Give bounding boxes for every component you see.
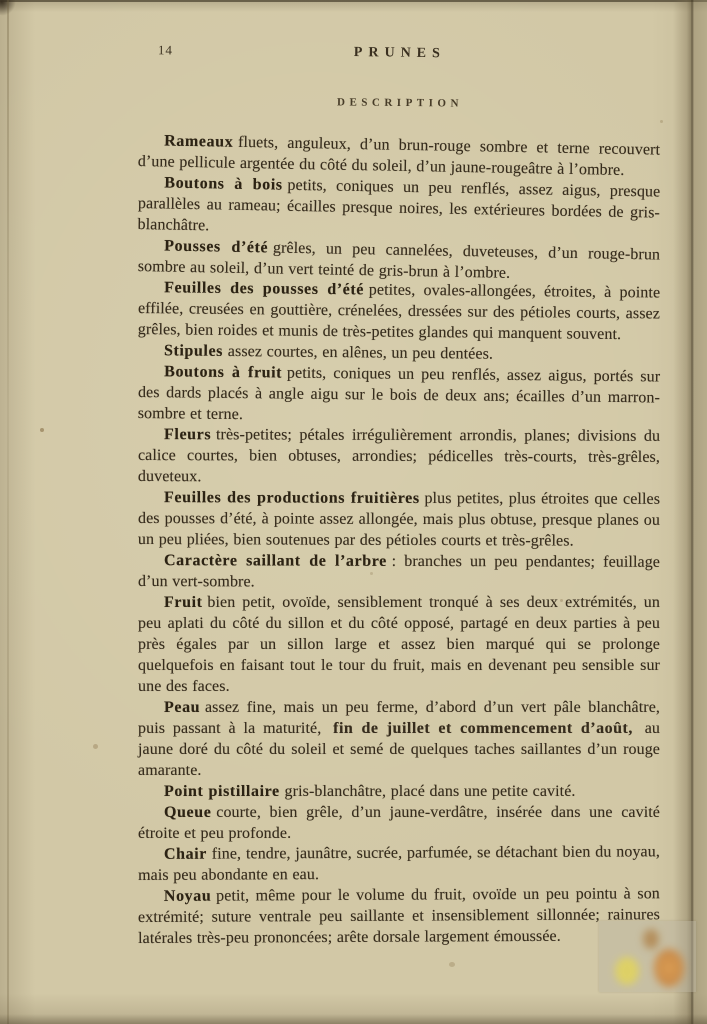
page-number: 14 — [157, 42, 173, 58]
term-label: Rameaux — [164, 132, 234, 151]
term-text: petits, coniques un peu renflés, assez aigus, presque parallèles au rameau; écailles presque noires, les extérieures bordées de gris-blanchâtre. — [137, 176, 661, 235]
paragraph-caractere-saillant — [138, 550, 660, 594]
foxing-spot — [93, 744, 98, 749]
page-top-edge-shadow — [0, 0, 707, 2]
term-label: Stipules — [163, 342, 224, 360]
foxing-spot — [449, 962, 455, 967]
right-page-edge-shadow — [673, 0, 707, 1024]
term-label: Boutons à bois — [164, 174, 283, 194]
term-text: courte, bien grêle, d’un jaune-verdâtre, insérée dans une cavité étroite et peu profonde. — [138, 804, 660, 842]
ghost-fruit-yellow — [615, 957, 639, 985]
term-label: Boutons à fruit — [164, 363, 283, 382]
page-header — [140, 42, 660, 62]
paragraph-chair — [138, 841, 660, 886]
term-text: très-petites; pétales irrégulièrement arrondis, planes; divisions du calice courtes, bien obtuses, arrondies; pédicelles très-courts, très-grêles, duveteux. — [137, 426, 661, 486]
paragraph-queue — [138, 802, 660, 844]
term-label: Noyau — [163, 887, 212, 905]
foxing-spot — [660, 120, 663, 123]
foxing-spot — [40, 428, 44, 432]
paragraph-feuilles-pousses — [138, 277, 661, 345]
term-label: Feuilles des pousses d’été — [164, 279, 365, 299]
ghost-fruit-orange — [654, 949, 684, 987]
term-label: Point pistillaire — [164, 783, 280, 800]
paragraph-boutons-a-bois — [137, 172, 660, 245]
section-title: DESCRIPTION — [336, 96, 464, 110]
term-label: Peau — [164, 699, 201, 716]
term-label: Feuilles des productions fruitières — [164, 489, 420, 507]
paragraph-noyau — [138, 883, 660, 949]
term-label: Queue — [164, 804, 212, 821]
paragraph-feuilles-productions — [138, 487, 660, 552]
term-text: petit, même pour le volume du fruit, ovoïde un peu pointu à son extrémité; suture ventrale peu saillante et insensiblement sillonnée; rainures latérales très-peu prononcées; arête dorsale largement émoussée. — [137, 885, 661, 947]
term-text: petits, coniques un peu renflés, assez aigus, portés sur des dards placés à angle aigu sur le bois de deux ans; écailles d’un marron-sombre et terne. — [137, 364, 661, 424]
term-label: Chair — [163, 845, 207, 863]
left-page-crease — [7, 0, 9, 1024]
term-text: gris-blanchâtre, placé dans une petite cavité. — [284, 783, 576, 800]
term-text: assez courtes, en alênes, un peu dentées. — [227, 342, 494, 363]
term-text: assez fine, mais un peu ferme, d’abord d’un vert pâle blanchâtre, puis passant à la maturité, — [138, 699, 660, 737]
paragraph-boutons-a-fruit — [138, 361, 661, 429]
bottom-edge-shadow — [0, 1014, 707, 1024]
term-text: bien petit, ovoïde, sensiblement tronqué à ses deux extrémités, un peu aplati du côté du sillon et du côté opposé, partagé en deux parties à peu près égales par un sillon large et assez bien marqué qui se prolonge quelquefois en faisant tout le tour du fruit, mais en devenant peu sensible sur une des faces. — [138, 594, 660, 695]
running-title: PRUNES — [353, 44, 446, 62]
term-label: Fleurs — [164, 426, 212, 444]
term-label: Caractère saillant de l’arbre — [164, 552, 387, 570]
term-text: fluets, anguleux, d’un brun-rouge sombre et terne recouvert d’une pellicule argentée du côté du soleil, d’un jaune-rougeâtre à l’ombre. — [137, 133, 661, 179]
paragraph-fruit — [138, 592, 660, 697]
paragraph-peau — [138, 697, 660, 781]
term-text: plus petites, plus étroites que celles des pousses d’été, à pointe assez allongée, mais plus obtuse, presque planes ou un peu pliées, bien soutenues par des pétioles courts et très-grêles. — [137, 489, 661, 550]
term-text: petites, ovales-allongées, étroites, à pointe effilée, creusées en gouttière, crénelées, dressées sur des pétioles courts, assez grêles, bien roides et munis de très-petites glandes qui manquent souvent. — [137, 281, 661, 344]
term-label: Fruit — [164, 594, 203, 611]
term-text: fine, tendre, jaunâtre, sucrée, parfumée, se détachant bien du noyau, mais peu abondante en eau. — [138, 843, 660, 884]
term-text: : branches un peu pendantes; feuillage d’un vert-sombre. — [137, 552, 661, 591]
term-text: grêles, un peu cannelées, duveteuses, d’un rouge-brun sombre au soleil, d’un vert teinté de gris-brun à l’ombre. — [137, 239, 661, 282]
paragraph-fleurs — [138, 424, 660, 489]
maturity-season-bold: fin de juillet et commencement d’août, — [333, 720, 633, 737]
description-text-block — [138, 130, 660, 949]
term-label: Pousses d’été — [164, 237, 269, 257]
term-text-after: au jaune doré du côté du soleil et semé de quelques taches saillantes d’un rouge amarante. — [138, 720, 661, 779]
paragraph-point-pistillaire — [138, 781, 660, 802]
